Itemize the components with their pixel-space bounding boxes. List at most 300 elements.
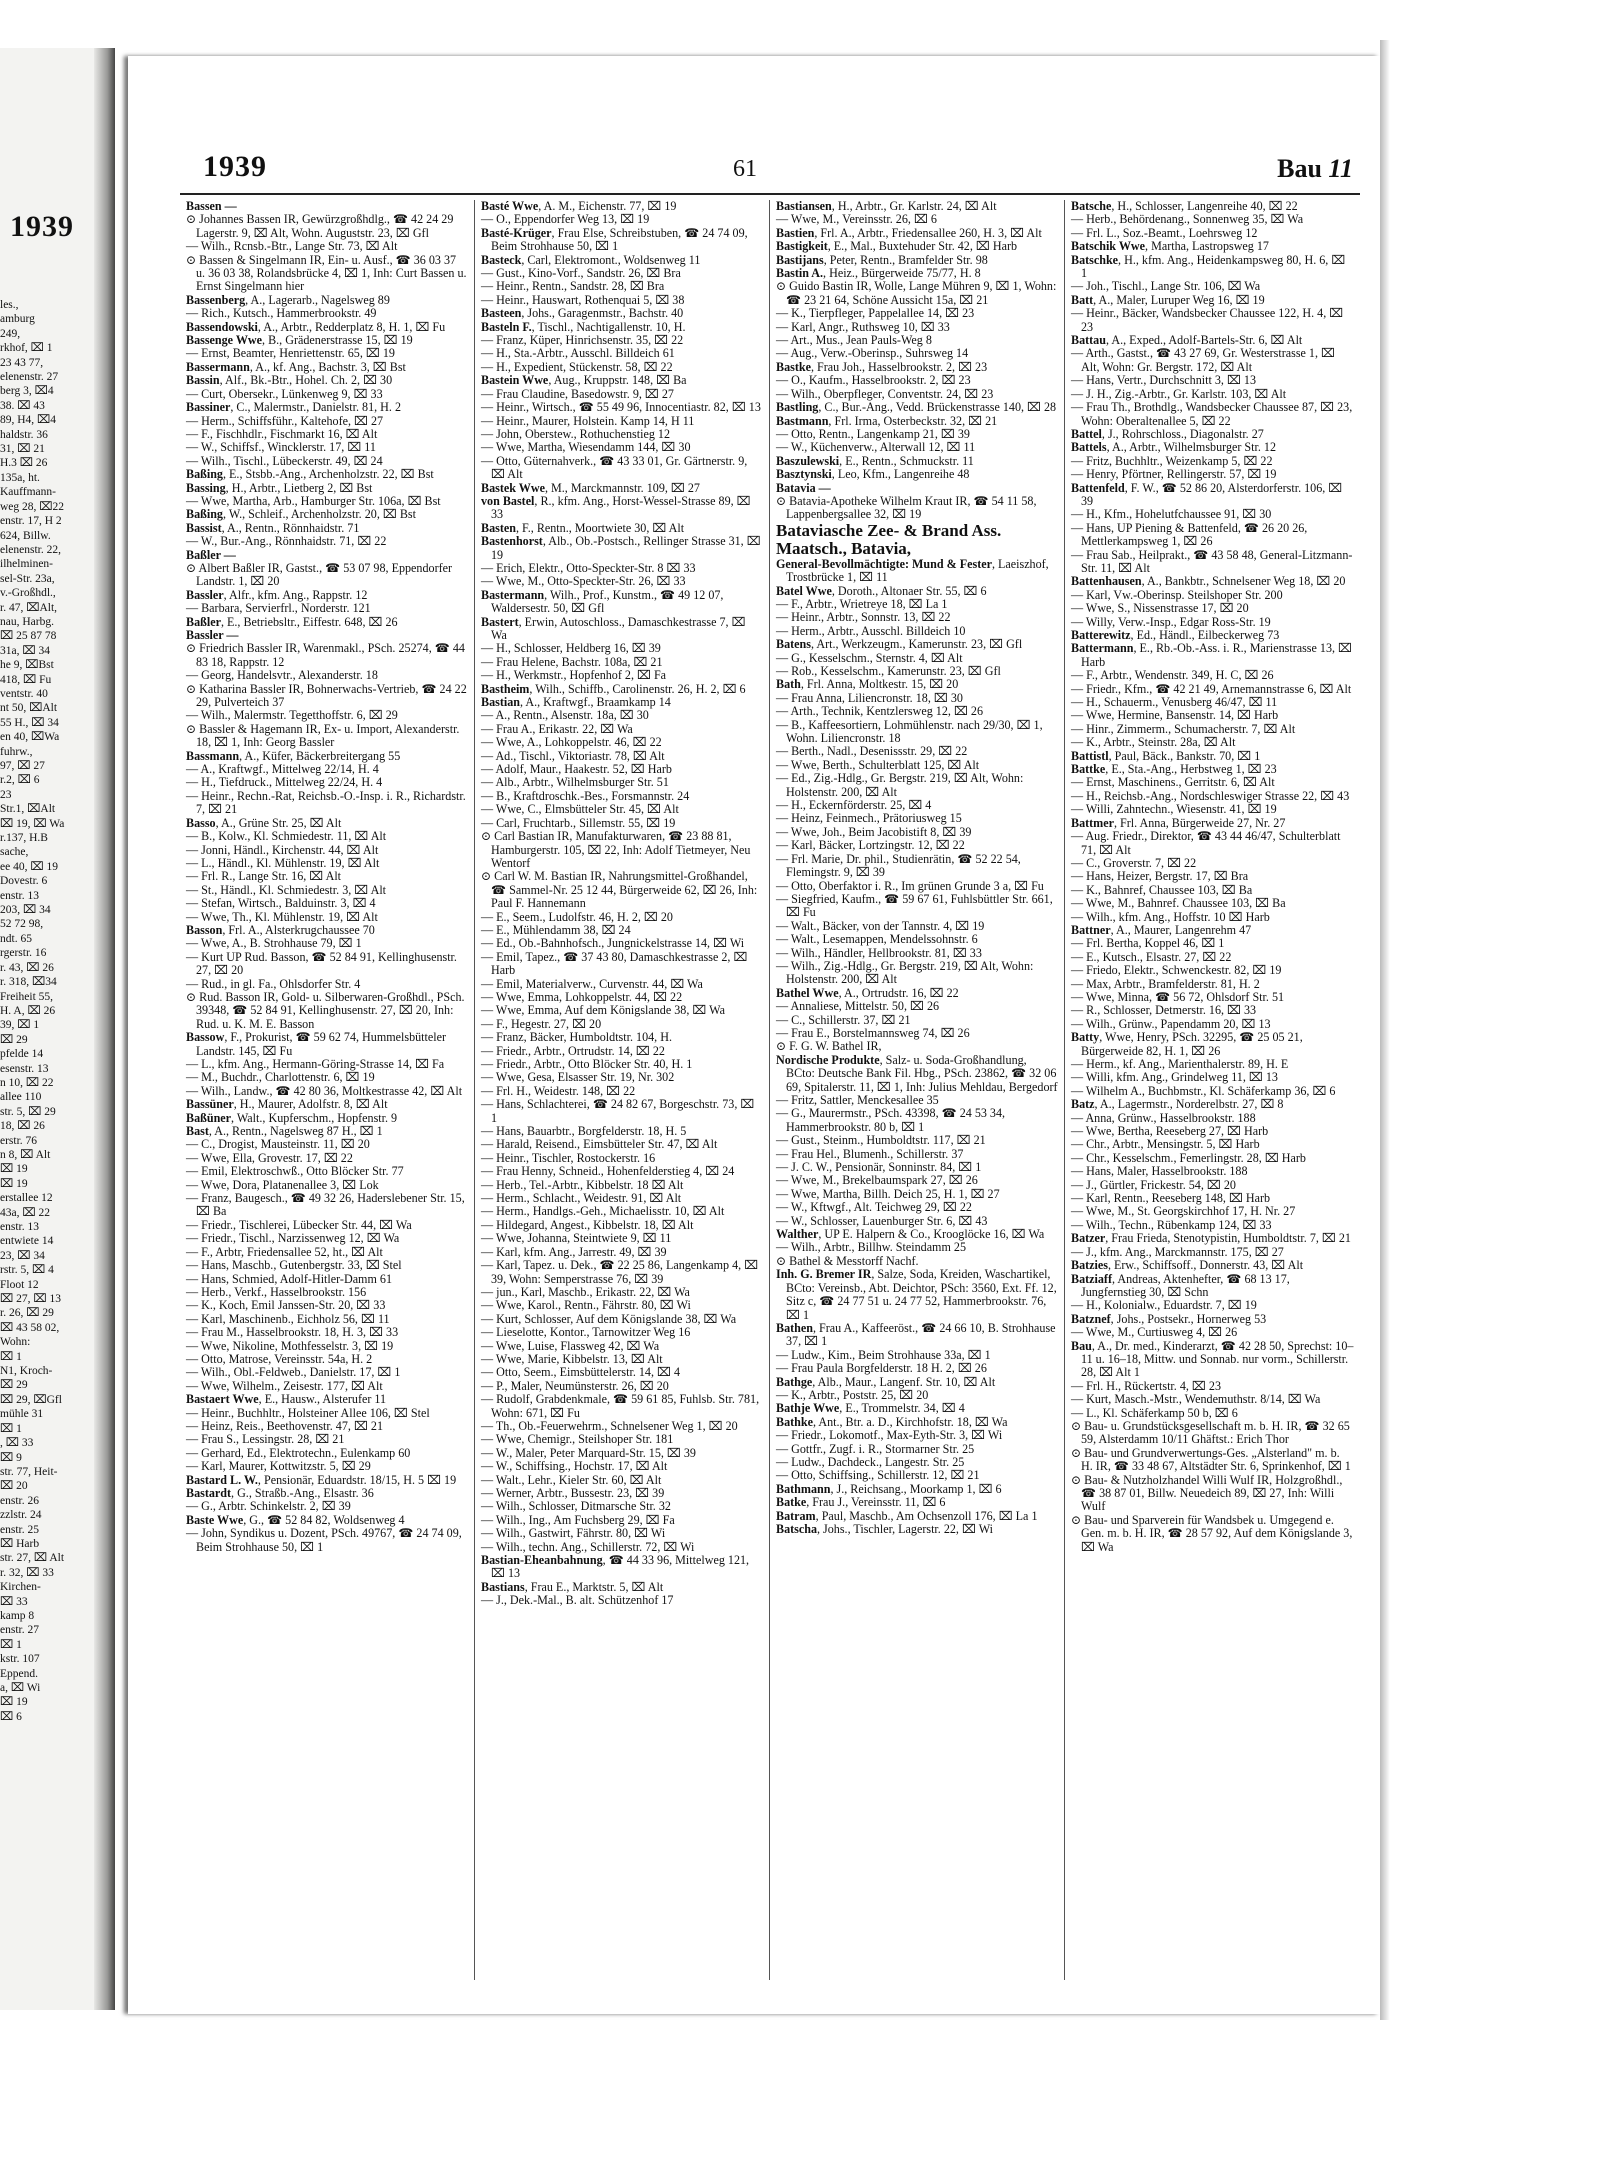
directory-entry: — L., kfm. Ang., Hermann-Göring-Strasse 14, ⌧ Fa [186, 1057, 445, 1071]
directory-entry: — Frau Anna, Liliencronstr. 18, ⌧ 30 [776, 690, 963, 705]
directory-entry: — Friedr., Arbtr., Otto Blöcker Str. 40, H. 1 [481, 1057, 693, 1071]
directory-entry: — W., Schiffsf., Wincklerstr. 17, ⌧ 11 [186, 440, 376, 455]
directory-entry: Bassler, Alfr., kfm. Ang., Rappstr. 12 [186, 587, 368, 602]
header-rule [180, 193, 1360, 195]
directory-entry: — Harald, Reisend., Eimsbütteler Str. 47, ⌧ Alt [481, 1137, 718, 1152]
directory-entry: — W., Küchenverw., Alterwall 12, ⌧ 11 [776, 440, 976, 455]
directory-entry: — Walt., Lehr., Kieler Str. 60, ⌧ Alt [481, 1472, 662, 1487]
directory-entry: ⊙ Friedrich Bassler IR, Warenmakl., PSch. 25274, ☎ 44 83 18, Rappstr. 12 [186, 641, 465, 669]
directory-entry: — Karl, Vw.-Oberinsp. Steilshoper Str. 200 [1071, 587, 1283, 602]
directory-entry: — Wilh., Techn., Rübenkamp 124, ⌧ 33 [1071, 1217, 1272, 1232]
directory-entry: — Wwe, Hermine, Bansenstr. 14, ⌧ Harb [1071, 708, 1279, 723]
directory-entry: — Kurt, Masch.-Mstr., Wendemuthstr. 8/14, ⌧ Wa [1071, 1392, 1321, 1407]
directory-entry: — Wwe, Bertha, Reeseberg 27, ⌧ Harb [1071, 1124, 1269, 1139]
directory-entry: — Annaliese, Mittelstr. 50, ⌧ 26 [776, 999, 940, 1014]
directory-entry: — W., Bur.-Ang., Rönnhaidstr. 71, ⌧ 22 [186, 534, 387, 549]
directory-entry: Batterewitz, Ed., Händl., Eilbeckerweg 73 [1071, 628, 1280, 642]
directory-entry: Batt, A., Maler, Luruper Weg 16, ⌧ 19 [1071, 292, 1265, 307]
directory-entry: Baste Wwe, G., ☎ 52 84 82, Woldsenweg 4 [186, 1512, 405, 1527]
directory-entry: — Curt, Obersekr., Lünkenweg 9, ⌧ 33 [186, 386, 383, 401]
book-gutter-shadow [94, 48, 115, 2010]
directory-entry: Batziaff, Andreas, Aktenhefter, ☎ 68 13 17, Jungfernstieg 30, ⌧ Schn [1071, 1271, 1290, 1299]
directory-entry: — Emil, Tapez., ☎ 37 43 80, Damaschkestrasse 2, ⌧ Harb [481, 949, 748, 978]
directory-entry: Batens, Art., Werkzeugm., Kamerunstr. 23, ⌧ Gfl [776, 637, 1023, 652]
directory-entry: — Aug. Friedr., Direktor, ☎ 43 44 46/47, Schulterblatt 71, ⌧ Alt [1071, 829, 1341, 857]
directory-entry: ⊙ Bau- u. Grundstücksgesellschaft m. b. H. IR, ☎ 32 65 59, Alsterdamm 10/11 Ghäftst.: Erich Thor [1071, 1418, 1350, 1447]
directory-entry: Battel, J., Rohrschloss., Diagonalstr. 27 [1071, 426, 1264, 441]
directory-entry: Bastian, A., Kraftwgf., Braamkamp 14 [481, 695, 671, 710]
directory-entry: — Wilh., Zig.-Hdlg., Gr. Bergstr. 219, ⌧ Alt, Wohn: Holstenstr. 200, ⌧ Alt [776, 958, 1034, 987]
directory-entry: Basté-Krüger, Frau Else, Schreibstuben, ☎ 24 74 09, Beim Strohhause 50, ⌧ 1 [481, 225, 748, 254]
directory-entry: — Wilh., techn. Ang., Schillerstr. 72, ⌧ Wi [481, 1539, 695, 1554]
directory-entry: — Herb., Behördenang., Sonnenweg 35, ⌧ Wa [1071, 212, 1304, 227]
directory-entry: — W., Schiffsing., Hochstr. 17, ⌧ Alt [481, 1459, 668, 1474]
directory-entry: — Herm., Handlgs.-Geh., Michaelisstr. 10, ⌧ Alt [481, 1204, 725, 1219]
directory-entry: — Rob., Kesselschm., Kamerunstr. 23, ⌧ Gfl [776, 664, 1001, 678]
directory-entry: Bataviasche Zee- & Brand Ass. Maatsch., Batavia, [776, 520, 1002, 558]
directory-entry: — Herb., Verkf., Hasselbrookstr. 156 [186, 1284, 367, 1299]
directory-entry: — H., Tiefdruck., Mittelweg 22/24, H. 4 [186, 775, 383, 790]
directory-entry: — Frau E., Borstelmannsweg 74, ⌧ 26 [776, 1025, 970, 1040]
directory-entry: — Otto, Rentn., Langenkamp 21, ⌧ 39 [776, 426, 970, 441]
directory-entry: — Ed., Zig.-Hdlg., Gr. Bergstr. 219, ⌧ Alt, Wohn: Holstenstr. 200, ⌧ Alt [776, 771, 1024, 799]
directory-entry: — Arth., Gastst., ☎ 43 27 69, Gr. Westerstrasse 1, ⌧ Alt, Wohn: Gr. Bergstr. 172, ⌧ Alt [1071, 346, 1335, 374]
directory-entry: — H., Schauerm., Venusberg 46/47, ⌧ 11 [1071, 695, 1278, 710]
directory-entry: Bathje Wwe, E., Trommelstr. 34, ⌧ 4 [776, 1401, 965, 1416]
directory-entry: — Aug., Verw.-Oberinsp., Suhrsweg 14 [776, 346, 969, 361]
directory-entry: Bastigkeit, E., Mal., Buxtehuder Str. 42, ⌧ Harb [776, 239, 1018, 254]
directory-entry: — Wilh., Oberpfleger, Conventstr. 24, ⌧ 23 [776, 386, 994, 401]
directory-entry: Bastard L. W., Pensionär, Eduardstr. 18/15, H. 5 ⌧ 19 [186, 1472, 457, 1487]
directory-entry: — Heinz, Reis., Beethovenstr. 47, ⌧ 21 [186, 1418, 383, 1433]
directory-entry: — Wwe, Berth., Schulterblatt 125, ⌧ Alt [776, 757, 980, 772]
directory-entry: — jun., Karl, Maschb., Erikastr. 22, ⌧ Wa [481, 1284, 690, 1299]
directory-entry: — Wwe, Martha, Arb., Hamburger Str. 106a, ⌧ Bst [186, 493, 441, 508]
directory-entry: — Wwe, Johanna, Steintwiete 9, ⌧ 11 [481, 1231, 672, 1246]
directory-entry: Batzies, Erw., Schiffsoff., Donnerstr. 43, ⌧ Alt [1071, 1258, 1304, 1273]
directory-entry: Batscha, Johs., Tischler, Lagerstr. 22, ⌧ Wi [776, 1522, 994, 1536]
directory-entry: Batty, Wwe, Henry, PSch. 32295, ☎ 25 05 21, Bürgerweide 82, H. 1, ⌧ 26 [1071, 1030, 1303, 1058]
directory-entry: Nordische Produkte, Salz- u. Soda-Großhandlung, BCto: Deutsche Bank Fil. Hbg., PSch. 23862, ☎ 32 06 69, Spitalerstr. 11, ⌧ 1, Inh: Julius Mehldau, Bergedorf [776, 1052, 1058, 1094]
directory-entry: — Wilh., Schlosser, Ditmarsche Str. 32 [481, 1499, 671, 1514]
directory-entry: — Herm., kf. Ang., Marienthalerstr. 89, H. E [1071, 1057, 1289, 1071]
directory-entry: — Willi, kfm. Ang., Grindelweg 11, ⌧ 13 [1071, 1070, 1278, 1085]
directory-column-4 [1065, 200, 1360, 1980]
directory-entry: — W., Maler, Peter Marquard-Str. 15, ⌧ 39 [481, 1445, 696, 1460]
directory-entry: — Frau Th., Brothdlg., Wandsbecker Chaussee 87, ⌧ 23, Wohn: Oberaltenallee 5, ⌧ 22 [1071, 400, 1353, 428]
directory-entry: — J., Dek.-Mal., B. alt. Schützenhof 17 [481, 1593, 674, 1608]
directory-entry: — K., Arbtr., Poststr. 25, ⌧ 20 [776, 1387, 929, 1402]
directory-entry: — J., kfm. Ang., Marckmannstr. 175, ⌧ 27 [1071, 1244, 1284, 1259]
directory-entry: — Wwe, A., B. Strohhause 79, ⌧ 1 [186, 936, 362, 951]
directory-entry: — Wilh., Ing., Am Fuchsberg 29, ⌧ Fa [481, 1512, 675, 1527]
directory-entry: Bastein Wwe, Aug., Kruppstr. 148, ⌧ Ba [481, 373, 687, 388]
left-page-year: 1939 [10, 210, 74, 243]
directory-entry: — Otto, Schiffsing., Schillerstr. 12, ⌧ 21 [776, 1468, 980, 1483]
directory-entry: Basson, Frl. A., Alsterkrugchaussee 70 [186, 922, 375, 937]
directory-entry: — O., Kaufm., Hasselbrookstr. 2, ⌧ 23 [776, 373, 971, 388]
directory-entry: Battmer, Frl. Anna, Bürgerweide 27, Nr. 27 [1071, 815, 1286, 830]
directory-entry: — Wwe, Karol., Rentn., Fährstr. 80, ⌧ Wi [481, 1298, 691, 1313]
directory-entry: Bathen, Frau A., Kaffeeröst., ☎ 24 66 10, B. Strohhause 37, ⌧ 1 [776, 1320, 1056, 1349]
directory-entry: — Frl. H., Rückertstr. 4, ⌧ 23 [1071, 1378, 1221, 1393]
directory-entry: — Wwe, Emma, Lohkoppelstr. 44, ⌧ 22 [481, 989, 683, 1004]
directory-entry: — Frl. Marie, Dr. phil., Studienrätin, ☎ 52 22 54, Flemingstr. 9, ⌧ 39 [776, 851, 1021, 880]
directory-entry: — Friedr., Kfm., ☎ 42 21 49, Arnemannstrasse 6, ⌧ Alt [1071, 681, 1352, 696]
directory-entry: — Friedr., Tischl., Narzissenweg 12, ⌧ Wa [186, 1231, 400, 1246]
directory-entry: — Karl, Bäcker, Lortzingstr. 12, ⌧ 22 [776, 838, 965, 853]
directory-entry: — Wwe, Martha, Billh. Deich 25, H. 1, ⌧ 27 [776, 1186, 1000, 1201]
directory-entry: Bathke, Ant., Btr. a. D., Kirchhofstr. 18, ⌧ Wa [776, 1414, 1008, 1429]
directory-entry: — H., Reichsb.-Ang., Nordschleswiger Strasse 22, ⌧ 43 [1071, 788, 1350, 803]
directory-entry: — Georg, Handelsvtr., Alexanderstr. 18 [186, 668, 378, 683]
directory-entry: — O., Eppendorfer Weg 13, ⌧ 19 [481, 212, 650, 227]
directory-entry: Bastmann, Frl. Irma, Osterbeckstr. 32, ⌧ 21 [776, 413, 998, 428]
directory-entry: — Frau Hel., Blumenh., Schillerstr. 37 [776, 1146, 964, 1161]
directory-entry: — Wwe, Gesa, Elsasser Str. 19, Nr. 302 [481, 1070, 675, 1085]
directory-entry: Bastiansen, H., Arbtr., Gr. Karlstr. 24, ⌧ Alt [776, 200, 997, 213]
directory-entry: — Walt., Bäcker, von der Tannstr. 4, ⌧ 19 [776, 918, 985, 933]
directory-entry: — Wwe, Luise, Flassweg 42, ⌧ Wa [481, 1338, 660, 1353]
directory-entry: — H., Eckernförderstr. 25, ⌧ 4 [776, 798, 932, 813]
directory-entry: — Franz, Bäcker, Humboldtstr. 104, H. [481, 1030, 672, 1045]
directory-entry: — F., Arbtr, Friedensallee 52, ht., ⌧ Alt [186, 1244, 383, 1259]
directory-entry: — Fritz, Sattler, Menckesallee 35 [776, 1093, 939, 1107]
directory-entry: Bastek Wwe, M., Marckmannstr. 109, ⌧ 27 [481, 480, 700, 495]
directory-entry: — Wwe, Dora, Platanenallee 3, ⌧ Lok [186, 1177, 379, 1192]
directory-entry: — H., Kolonialw., Eduardstr. 7, ⌧ 19 [1071, 1298, 1257, 1313]
directory-entry: — F., Fischhdlr., Fischmarkt 16, ⌧ Alt [186, 426, 378, 441]
directory-entry: — Wilh., Tischl., Lübeckerstr. 49, ⌧ 24 [186, 453, 383, 468]
directory-entry: — Wwe, C., Elmsbütteler Str. 45, ⌧ Alt [481, 802, 679, 817]
directory-entry: Bassermann, A., kf. Ang., Bachstr. 3, ⌧ Bst [186, 359, 406, 374]
directory-entry: Bath, Frl. Anna, Moltkestr. 15, ⌧ 20 [776, 677, 959, 692]
directory-entry: — Hinr., Zimmerm., Schumacherstr. 7, ⌧ Alt [1071, 721, 1296, 736]
directory-entry: — Rud., in gl. Fa., Ohlsdorfer Str. 4 [186, 976, 361, 991]
directory-entry: — K., Tierpfleger, Pappelallee 14, ⌧ 23 [776, 306, 975, 321]
directory-entry: Batzer, Frau Frieda, Stenotypistin, Humboldtstr. 7, ⌧ 21 [1071, 1231, 1351, 1246]
directory-entry: — Heinr., Wirtsch., ☎ 55 49 96, Innocentiastr. 82, ⌧ 13 [481, 400, 761, 415]
directory-entry: Inh. G. Bremer IR, Salze, Soda, Kreiden, Waschartikel, BCto: Vereinsb., Abt. Deichtor, PSch: 3560, Ext. Ff. 12, Sitz c, ☎ 24 77 51 u. 24 77 52, Hammerbrookstr. 76, ⌧ 1 [776, 1267, 1057, 1322]
directory-entry: — Art., Mus., Jean Pauls-Weg 8 [776, 333, 932, 348]
directory-column-1 [180, 200, 475, 1980]
directory-entry: — Wwe, M., Otto-Speckter-Str. 26, ⌧ 33 [481, 574, 686, 589]
directory-entry: — Wwe, M., Bahnref. Chaussee 103, ⌧ Ba [1071, 896, 1286, 911]
directory-entry: — Otto, Matrose, Vereinsstr. 54a, H. 2 [186, 1351, 373, 1366]
directory-entry: — Chr., Kesselschm., Femerlingstr. 28, ⌧ Harb [1071, 1150, 1306, 1165]
directory-entry: — B., Kraftdroschk.-Bes., Forsmannstr. 24 [481, 788, 690, 803]
directory-entry: ⊙ Johannes Bassen IR, Gewürzgroßhdlg., ☎ 42 24 29 Lagerstr. 9, ⌧ Alt, Wohn. Auguststr. 23, ⌧ Gfl [186, 212, 454, 240]
directory-entry: Bastert, Erwin, Autoschloss., Damaschkestrasse 7, ⌧ Wa [481, 614, 746, 642]
directory-entry: Baszulewski, E., Rentn., Schmuckstr. 11 [776, 453, 974, 468]
directory-entry: ⊙ Bau- & Nutzholzhandel Willi Wulf IR, Holzgroßhdl., ☎ 38 87 01, Billw. Neuedeich 89, ⌧ 27, Inh: Willi Wulf [1071, 1472, 1343, 1514]
directory-entry: — Herb., Tel.-Arbtr., Kibbelstr. 18 ⌧ Alt [481, 1177, 684, 1192]
directory-entry: — Wwe, Minna, ☎ 56 72, Ohlsdorf Str. 51 [1071, 989, 1285, 1004]
directory-entry: — E., Kutsch., Elsastr. 27, ⌧ 22 [1071, 949, 1232, 964]
directory-entry: Bau, A., Dr. med., Kinderarzt, ☎ 42 28 50, Sprechst: 10–11 u. 16–18, Mittw. und Sonnab. nur vorm., Schillerstr. 28, ⌧ Alt 1 [1071, 1338, 1354, 1380]
directory-entry: ⊙ Bau- und Sparverein für Wandsbek u. Umgegend e. Gen. m. b. H. IR, ☎ 28 57 92, Auf dem Königslande 3, ⌧ Wa [1071, 1512, 1353, 1554]
directory-entry: — Herm., Schlacht., Weidestr. 91, ⌧ Alt [481, 1191, 682, 1206]
directory-entry: — Hans, Maschb., Gutenbergstr. 33, ⌧ Stel [186, 1258, 402, 1273]
directory-entry: — F., Hegestr. 27, ⌧ 20 [481, 1016, 602, 1031]
directory-entry: — Friedr., Tischlerei, Lübecker Str. 44, ⌧ Wa [186, 1217, 412, 1232]
directory-entry: Bastin A., Heiz., Bürgerweide 75/77, H. 8 [776, 266, 981, 281]
directory-entry: — Wilhelm A., Buchbmstr., Kl. Schäferkamp 36, ⌧ 6 [1071, 1083, 1336, 1098]
directory-entry: — Gerhard, Ed., Elektrotechn., Eulenkamp 60 [186, 1445, 411, 1460]
directory-entry: — Wilh., Landw., ☎ 42 80 36, Moltkestrasse 42, ⌧ Alt [186, 1083, 463, 1098]
directory-entry: — H., Schlosser, Heldberg 16, ⌧ 39 [481, 641, 661, 656]
directory-entry: — Frl. H., Weidestr. 148, ⌧ 22 [481, 1083, 636, 1098]
directory-entry: — L., Kl. Schäferkamp 50 b, ⌧ 6 [1071, 1405, 1238, 1420]
directory-entry: — Hans, Schmied, Adolf-Hitler-Damm 61 [186, 1271, 392, 1286]
directory-entry: — Willy, Verw.-Insp., Edgar Ross-Str. 19 [1071, 614, 1271, 629]
directory-entry: — Anna, Grünw., Hasselbrookstr. 188 [1071, 1110, 1256, 1125]
directory-entry: — Heinr., Arbtr., Sonnstr. 13, ⌧ 22 [776, 610, 951, 625]
directory-entry: — Wilh., Gastwirt, Fährstr. 80, ⌧ Wi [481, 1526, 666, 1541]
directory-entry: — Barbara, Servierfrl., Norderstr. 121 [186, 601, 371, 616]
directory-entry: — Th., Ob.-Feuerwehrm., Schnelsener Weg 1, ⌧ 20 [481, 1418, 738, 1433]
directory-entry: Bastians, Frau E., Marktstr. 5, ⌧ Alt [481, 1579, 664, 1594]
page-year: 1939 [203, 150, 267, 183]
directory-entry: — M., Buchdr., Charlottenstr. 6, ⌧ 19 [186, 1070, 375, 1085]
directory-entry: Baßing, E., Stsbb.-Ang., Archenholzstr. 22, ⌧ Bst [186, 467, 434, 482]
directory-entry: Bassen — [186, 200, 237, 213]
directory-entry: — Wwe, Marie, Kibbelstr. 13, ⌧ Alt [481, 1351, 663, 1366]
directory-entry: — Wwe, Emma, Auf dem Königslande 38, ⌧ Wa [481, 1003, 725, 1018]
directory-entry: — Otto, Güternahverk., ☎ 43 33 01, Gr. Gärtnerstr. 9, ⌧ Alt [481, 453, 748, 482]
directory-entry: Batavia — [776, 480, 831, 495]
directory-entry: — Wwe, M., Vereinsstr. 26, ⌧ 6 [776, 212, 937, 227]
directory-column-3 [770, 200, 1065, 1980]
directory-entry: — H., Werkmstr., Hopfenhof 2, ⌧ Fa [481, 668, 667, 683]
directory-entry: — Joh., Tischl., Lange Str. 106, ⌧ Wa [1071, 279, 1261, 294]
directory-entry: Battner, A., Maurer, Langenrehm 47 [1071, 922, 1252, 937]
directory-entry: — Wilh., Grünw., Papendamm 20, ⌧ 13 [1071, 1016, 1271, 1031]
directory-entry: — Erich, Elektr., Otto-Speckter-Str. 8 ⌧ 33 [481, 560, 696, 575]
directory-entry: — Karl, Maurer, Kottwitzstr. 5, ⌧ 29 [186, 1459, 371, 1474]
directory-entry: ⊙ Bassen & Singelmann IR, Ein- u. Ausf., ☎ 36 03 37 u. 36 03 38, Rolandsbrücke 4, ⌧ 1, Inh: Curt Bassen u. Ernst Singelmann hier [186, 252, 467, 294]
directory-entry: Bassin, Alf., Bk.-Btr., Hohel. Ch. 2, ⌧ 30 [186, 373, 393, 388]
directory-entry: Bassüner, H., Maurer, Adolfstr. 8, ⌧ Alt [186, 1097, 388, 1112]
directory-entry: — Wwe, M., Curtiusweg 4, ⌧ 26 [1071, 1325, 1238, 1340]
directory-entry: — J., Gürtler, Frickestr. 54, ⌧ 20 [1071, 1177, 1236, 1192]
directory-entry: — John, Syndikus u. Dozent, PSch. 49767, ☎ 24 74 09, Beim Strohhause 50, ⌧ 1 [186, 1526, 462, 1554]
directory-entry: — Alb., Arbtr., Wilhelmsburger Str. 51 [481, 775, 669, 790]
directory-entry: — Frl. R., Lange Str. 16, ⌧ Alt [186, 869, 342, 884]
directory-entry: — Herm., Schiffsführ., Kaltehofe, ⌧ 27 [186, 413, 384, 428]
directory-entry: Bastermann, Wilh., Prof., Kunstm., ☎ 49 12 07, Waldersestr. 50, ⌧ Gfl [481, 587, 724, 616]
directory-entry: — Ad., Tischl., Viktoriastr. 78, ⌧ Alt [481, 748, 665, 763]
directory-entry: von Bastel, R., kfm. Ang., Horst-Wessel-Strasse 89, ⌧ 33 [481, 493, 751, 522]
directory-entry: Battke, E., Sta.-Ang., Herbstweg 1, ⌧ 23 [1071, 762, 1277, 777]
directory-entry: Bastling, C., Bur.-Ang., Vedd. Brückenstrasse 140, ⌧ 28 [776, 400, 1057, 415]
directory-entry: — Chr., Arbtr., Mensingstr. 5, ⌧ Harb [1071, 1137, 1260, 1152]
directory-entry: — Wwe, M., St. Georgskirchhof 17, H. Nr. 27 [1071, 1204, 1296, 1219]
directory-entry: — Frl. Bertha, Koppel 46, ⌧ 1 [1071, 936, 1225, 951]
directory-entry: — Karl, kfm. Ang., Jarrestr. 49, ⌧ 39 [481, 1244, 667, 1259]
directory-entry: ⊙ Katharina Bassler IR, Bohnerwachs-Vertrieb, ☎ 24 22 29, Pulverteich 37 [186, 681, 467, 710]
directory-entry: — Max, Arbtr., Bramfelderstr. 81, H. 2 [1071, 976, 1260, 991]
page-number: 61 [733, 156, 757, 182]
directory-entry: Basté Wwe, A. M., Eichenstr. 77, ⌧ 19 [481, 200, 677, 213]
directory-entry: Batznef, Johs., Postsekr., Hornerweg 53 [1071, 1311, 1267, 1326]
directory-entry: — Ernst, Maschinens., Gerritstr. 6, ⌧ Alt [1071, 775, 1275, 790]
directory-entry: — H., Expedient, Stückenstr. 58, ⌧ 22 [481, 359, 673, 374]
directory-entry: — Karl, Rentn., Reeseberg 148, ⌧ Harb [1071, 1191, 1271, 1206]
directory-entry: Batschik Wwe, Martha, Lastropsweg 17 [1071, 239, 1269, 254]
directory-entry: — L., Händl., Kl. Mühlenstr. 19, ⌧ Alt [186, 855, 380, 870]
directory-entry: — Wwe, Ella, Grovestr. 17, ⌧ 22 [186, 1150, 353, 1165]
directory-columns [180, 200, 1360, 1980]
directory-entry: Bassler — [186, 628, 239, 642]
directory-entry: — Arth., Technik, Kentzlersweg 12, ⌧ 26 [776, 704, 983, 719]
directory-entry: — J. C. W., Pensionär, Sonninstr. 84, ⌧ 1 [776, 1160, 982, 1175]
directory-entry: — E., Mühlendamm 38, ⌧ 24 [481, 922, 631, 937]
directory-entry: — B., Kaffeesortiern, Lohmühlenstr. nach 29/30, ⌧ 1, Wohn. Liliencronstr. 18 [776, 717, 1043, 746]
directory-entry: — Emil, Elektroschwß., Otto Blöcker Str. 77 [186, 1164, 404, 1179]
directory-entry: — Wwe, Nikoline, Mothfesselstr. 3, ⌧ 19 [186, 1338, 394, 1353]
directory-entry: Basztynski, Leo, Kfm., Langenreihe 48 [776, 467, 970, 482]
directory-entry: — Gust., Kino-Vorf., Sandstr. 26, ⌧ Bra [481, 266, 681, 281]
page-edge [1380, 40, 1390, 2020]
directory-entry: — Herm., Arbtr., Ausschl. Billdeich 10 [776, 623, 966, 638]
directory-entry: — Siegfried, Kaufm., ☎ 59 67 61, Fuhlsbüttler Str. 661, ⌧ Fu [776, 891, 1053, 920]
directory-entry: — Heinr., Maurer, Holstein. Kamp 14, H 11 [481, 413, 695, 428]
directory-entry: — G., Arbtr. Schinkelstr. 2, ⌧ 39 [186, 1499, 351, 1514]
directory-entry: — Kurt UP Rud. Basson, ☎ 52 84 91, Kellinghusenstr. 27, ⌧ 20 [186, 949, 457, 978]
directory-entry: — Wwe, M., Brekelbaumspark 27, ⌧ 26 [776, 1173, 978, 1188]
directory-entry: — C., Schillerstr. 37, ⌧ 21 [776, 1012, 911, 1027]
directory-entry: Baßüner, Walt., Kupferschm., Hopfenstr. 9 [186, 1110, 398, 1125]
directory-entry: — Hans, Heizer, Bergstr. 17, ⌧ Bra [1071, 869, 1249, 884]
directory-entry: Basten, F., Rentn., Moortwiete 30, ⌧ Alt [481, 520, 685, 535]
directory-entry: — Heinr., Rentn., Sandstr. 28, ⌧ Bra [481, 279, 665, 294]
directory-entry: — Wwe, A., Lohkoppelstr. 46, ⌧ 22 [481, 735, 662, 750]
directory-entry: — Wilh., Malermstr. Tegetthoffstr. 6, ⌧ 29 [186, 708, 398, 723]
directory-entry: — Emil, Materialverw., Curvenstr. 44, ⌧ Wa [481, 976, 703, 991]
directory-entry: — K., Koch, Emil Janssen-Str. 20, ⌧ 33 [186, 1298, 386, 1313]
directory-entry: Battels, A., Arbtr., Wilhelmsburger Str. 12 [1071, 440, 1276, 455]
directory-entry: — Frau Henny, Schneid., Hohenfelderstieg 4, ⌧ 24 [481, 1164, 735, 1179]
directory-entry: ⊙ Guido Bastin IR, Wolle, Lange Mühren 9, ⌧ 1, Wohn: ☎ 23 21 64, Schöne Aussicht 15a, ⌧ 21 [776, 279, 1057, 307]
directory-entry: — Frau Claudine, Basedowstr. 9, ⌧ 27 [481, 386, 674, 401]
directory-entry: — A., Rentn., Alsenstr. 18a, ⌧ 30 [481, 708, 649, 723]
directory-entry: ⊙ Bassler & Hagemann IR, Ex- u. Import, Alexanderstr. 18, ⌧ 1, Inh: Georg Bassler [186, 721, 460, 750]
directory-entry: — Otto, Seem., Eimsbüttelerstr. 14, ⌧ 4 [481, 1365, 681, 1380]
directory-entry: — H., Sta.-Arbtr., Ausschl. Billdeich 61 [481, 346, 675, 361]
directory-entry: — J. H., Zig.-Arbtr., Gr. Karlstr. 103, ⌧ Alt [1071, 386, 1287, 401]
directory-entry: — K., Bahnref, Chaussee 103, ⌧ Ba [1071, 882, 1253, 897]
directory-entry: — Hans, Vertr., Durchschnitt 3, ⌧ 13 [1071, 373, 1257, 388]
directory-entry: — B., Kolw., Kl. Schmiedestr. 11, ⌧ Alt [186, 829, 387, 844]
directory-entry: Baßler — [186, 547, 236, 562]
directory-entry: — Hans, Maler, Hasselbrookstr. 188 [1071, 1164, 1248, 1179]
directory-entry: — Heinr., Buchhltr., Holsteiner Allee 106, ⌧ Stel [186, 1405, 430, 1420]
directory-entry: — Henry, Pförtner, Rellingerstr. 57, ⌧ 19 [1071, 467, 1277, 482]
left-facing-page [0, 48, 115, 2010]
directory-entry: ⊙ Rud. Basson IR, Gold- u. Silberwaren-Großhdl., PSch. 39348, ☎ 52 84 91, Kellinghusenstr. 27, ⌧ 20, Inh: Rud. u. K. M. E. Basson [186, 989, 465, 1031]
directory-entry: — H., Kfm., Hohelutfchaussee 91, ⌧ 30 [1071, 507, 1272, 522]
directory-entry: Bassow, F., Prokurist, ☎ 59 62 74, Hummelsbütteler Landstr. 145, ⌧ Fu [186, 1030, 447, 1058]
directory-entry: — Friedo, Elektr., Schwenckestr. 82, ⌧ 19 [1071, 963, 1282, 978]
directory-entry: ⊙ Albert Baßler IR, Gastst., ☎ 53 07 98, Eppendorfer Landstr. 1, ⌧ 20 [186, 560, 453, 589]
directory-entry: — W., Schlosser, Lauenburger Str. 6, ⌧ 43 [776, 1213, 988, 1228]
directory-entry: — Karl, Angr., Ruthsweg 10, ⌧ 33 [776, 319, 950, 334]
directory-entry: — Wwe, S., Nissenstrasse 17, ⌧ 20 [1071, 601, 1249, 616]
directory-entry: — Ed., Ob.-Bahnhofsch., Jungnickelstrasse 14, ⌧ Wi [481, 936, 745, 951]
directory-entry: Walther, UP E. Halpern & Co., Krooglöcke 16, ⌧ Wa [776, 1227, 1045, 1242]
directory-entry: General-Bevollmächtigte: Mund & Fester, Laeiszhof, Trostbrücke 1, ⌧ 11 [776, 556, 1049, 585]
directory-entry: Bastaert Wwe, E., Hausw., Alsterufer 11 [186, 1392, 387, 1407]
directory-entry: — Stefan, Wirtsch., Balduinstr. 3, ⌧ 4 [186, 896, 376, 911]
directory-entry: — Hans, Schlachterei, ☎ 24 82 67, Borgeschstr. 73, ⌧ 1 [481, 1097, 755, 1125]
directory-entry: Basteen, Johs., Garagenmstr., Bachstr. 40 [481, 306, 684, 321]
directory-entry: — Frau Helene, Bachstr. 108a, ⌧ 21 [481, 654, 663, 669]
directory-entry: Batz, A., Lagermstr., Norderelbstr. 27, ⌧ 8 [1071, 1097, 1284, 1112]
directory-column-2 [475, 200, 770, 1980]
directory-entry: Battau, A., Exped., Adolf-Bartels-Str. 6, ⌧ Alt [1071, 333, 1303, 348]
directory-entry: ⊙ F. G. W. Bathel IR, [776, 1039, 882, 1054]
directory-entry: — G., Maurermstr., PSch. 43398, ☎ 24 53 34, Hammerbrookstr. 80 b, ⌧ 1 [776, 1106, 1006, 1134]
directory-entry: Bastke, Frau Joh., Hasselbrookstr. 2, ⌧ 23 [776, 359, 988, 374]
directory-entry: — Hans, Bauarbtr., Borgfelderstr. 18, H. 5 [481, 1124, 687, 1139]
directory-entry: Bastenhorst, Alb., Ob.-Postsch., Rellinger Strasse 31, ⌧ 19 [481, 534, 761, 562]
directory-entry: — Wwe, Th., Kl. Mühlenstr. 19, ⌧ Alt [186, 909, 378, 924]
directory-entry: Battistl, Paul, Bäck., Bankstr. 70, ⌧ 1 [1071, 748, 1261, 763]
directory-entry: — Frl. L., Soz.-Beamt., Loehrsweg 12 [1071, 225, 1258, 240]
directory-entry: — C., Groverstr. 7, ⌧ 22 [1071, 855, 1197, 870]
directory-entry: Basteln F., Tischl., Nachtigallenstr. 10, H. [481, 319, 686, 334]
directory-entry: Bast, A., Rentn., Nagelsweg 87 H., ⌧ 1 [186, 1124, 383, 1139]
directory-entry: — Willi, Zahntechn., Wiesenstr. 41, ⌧ 19 [1071, 802, 1277, 817]
left-page-text-strip: les., amburg 249, rkhof, ⌧ 1 23 43 77, elenenstr. 27 berg 3, ⌧4 38. ⌧ 43 89, H4, ⌧4 haldstr. 36 31, ⌧ 21 H.3 ⌧ 26 135a, ht. Kauffmann- weg 28, ⌧22 enstr. 17, H 2 624, Billw. elenenstr. 22, ilhelminen- sel-Str. 23a, v.-Großhdl., r. 47, ⌧Alt, nau, Harbg. ⌧ 25 87 78 31a, ⌧ 34 he 9, ⌧Bst 418, ⌧ Fu ventstr. 40 nt 50, ⌧Alt 55 H., ⌧ 34 en 40, ⌧Wa fuhrw., 97, ⌧ 27 r.2, ⌧ 6 23 Str.1, ⌧Alt ⌧ 19, ⌧ Wa r.137, H.B sache, ee 40, ⌧ 19 Dovestr. 6 enstr. 13 203, ⌧ 34 52 72 98, ndt. 65 rgerstr. 16 r. 43, ⌧ 26 r. 318, ⌧34 Freiheit 55, H. A, ⌧ 26 39, ⌧ 1 ⌧ 29 pfelde 14 esenstr. 13 n 10, ⌧ 22 allee 110 str. 5, ⌧ 29 18, ⌧ 26 erstr. 76 n 8, ⌧ Alt ⌧ 19 ⌧ 19 erstallee 12 43a, ⌧ 22 enstr. 13 entwiete 14 23, ⌧ 34 rstr. 5, ⌧ 4 Floot 12 ⌧ 27, ⌧ 13 r. 26, ⌧ 29 ⌧ 43 58 02, Wohn: ⌧ 1 N1, Kroch- ⌧ 29 ⌧ 29, ⌧Gfl mühle 31 ⌧ 1 , ⌧ 33 ⌧ 9 str. 77, Heit- ⌧ 20 enstr. 26 zzlstr. 24 enstr. 25 ⌧ Harb str. 27, ⌧ Alt r. 32, ⌧ 33 Kirchen- ⌧ 33 kamp 8 enstr. 27 ⌧ 1 kstr. 107 Eppend. a, ⌧ Wi ⌧ 19 ⌧ 6 [0, 299, 65, 1723]
directory-entry: Bassenberg, A., Lagerarb., Nagelsweg 89 [186, 292, 390, 307]
directory-entry: — Gottfr., Zugf. i. R., Stormarner Str. 25 [776, 1441, 975, 1456]
directory-entry: — Friedr., Lokomotf., Max-Eyth-Str. 3, ⌧ Wi [776, 1428, 1003, 1443]
directory-entry: — Wilh., Obl.-Feldweb., Danielstr. 17, ⌧ 1 [186, 1365, 401, 1380]
directory-entry: — E., Seem., Ludolfstr. 46, H. 2, ⌧ 20 [481, 909, 673, 924]
directory-entry: Bathmann, J., Reichsang., Moorkamp 1, ⌧ 6 [776, 1481, 1002, 1496]
directory-entry: — G., Kesselschm., Sternstr. 4, ⌧ Alt [776, 650, 963, 665]
directory-entry: Bastheim, Wilh., Schiffb., Carolinenstr. 26, H. 2, ⌧ 6 [481, 681, 746, 696]
directory-entry: — Ludw., Dachdeck., Langestr. Str. 25 [776, 1454, 965, 1469]
directory-entry: — Heinz, Feinmech., Prätoriusweg 15 [776, 811, 962, 826]
page-header [203, 150, 1353, 190]
directory-entry: Bathel Wwe, A., Ortrudstr. 16, ⌧ 22 [776, 985, 959, 1000]
directory-entry: — F., Arbtr., Wrietreye 18, ⌧ La 1 [776, 596, 948, 611]
directory-entry: — Wilh., Arbtr., Billhw. Steindamm 25 [776, 1240, 966, 1255]
directory-entry: Bassist, A., Rentn., Rönnhaidstr. 71 [186, 520, 360, 535]
directory-entry: — Wilh., Händler, Hellbrookstr. 81, ⌧ 33 [776, 945, 982, 960]
directory-entry: — Adolf, Maur., Haakestr. 52, ⌧ Harb [481, 762, 672, 777]
directory-entry: ⊙ Bau- und Grundverwertungs-Ges. „Alsterland" m. b. H. IR, ☎ 33 48 67, Altstädter Str. 6, Sprinkenhof, ⌧ 1 [1071, 1445, 1351, 1474]
directory-entry: — Kurt, Schlosser, Auf dem Königslande 38, ⌧ Wa [481, 1311, 737, 1326]
directory-entry: Batram, Paul, Maschb., Am Ochsenzoll 176, ⌧ La 1 [776, 1508, 1038, 1523]
directory-entry: Batschke, H., kfm. Ang., Heidenkampsweg 80, H. 6, ⌧ 1 [1071, 252, 1346, 281]
directory-entry: — Frau S., Lessingstr. 28, ⌧ 21 [186, 1432, 345, 1447]
directory-entry: Bastian-Eheanbahnung, ☎ 44 33 96, Mittelweg 121, ⌧ 13 [481, 1553, 750, 1581]
directory-entry: — Rudolf, Grabdenkmale, ☎ 59 61 85, Fuhlsb. Str. 781, Wohn: 671, ⌧ Fu [481, 1392, 760, 1420]
directory-entry: — Frau A., Erikastr. 22, ⌧ Wa [481, 721, 633, 736]
directory-entry: — P., Maler, Neumünsterstr. 26, ⌧ 20 [481, 1378, 669, 1393]
directory-entry: ⊙ Bathel & Messtorff Nachf. [776, 1253, 919, 1268]
directory-entry: — Fritz, Buchhltr., Weizenkamp 5, ⌧ 22 [1071, 453, 1273, 468]
directory-entry: Batel Wwe, Doroth., Altonaer Str. 55, ⌧ 6 [776, 583, 987, 598]
bottom-margin [0, 2040, 1600, 2177]
directory-entry: Battenhausen, A., Bankbtr., Schnelsener Weg 18, ⌧ 20 [1071, 574, 1346, 589]
directory-entry: — W., Kftwgf., Alt. Teichweg 29, ⌧ 22 [776, 1200, 972, 1215]
directory-entry: — F., Arbtr., Wendenstr. 349, H. C, ⌧ 26 [1071, 668, 1274, 683]
